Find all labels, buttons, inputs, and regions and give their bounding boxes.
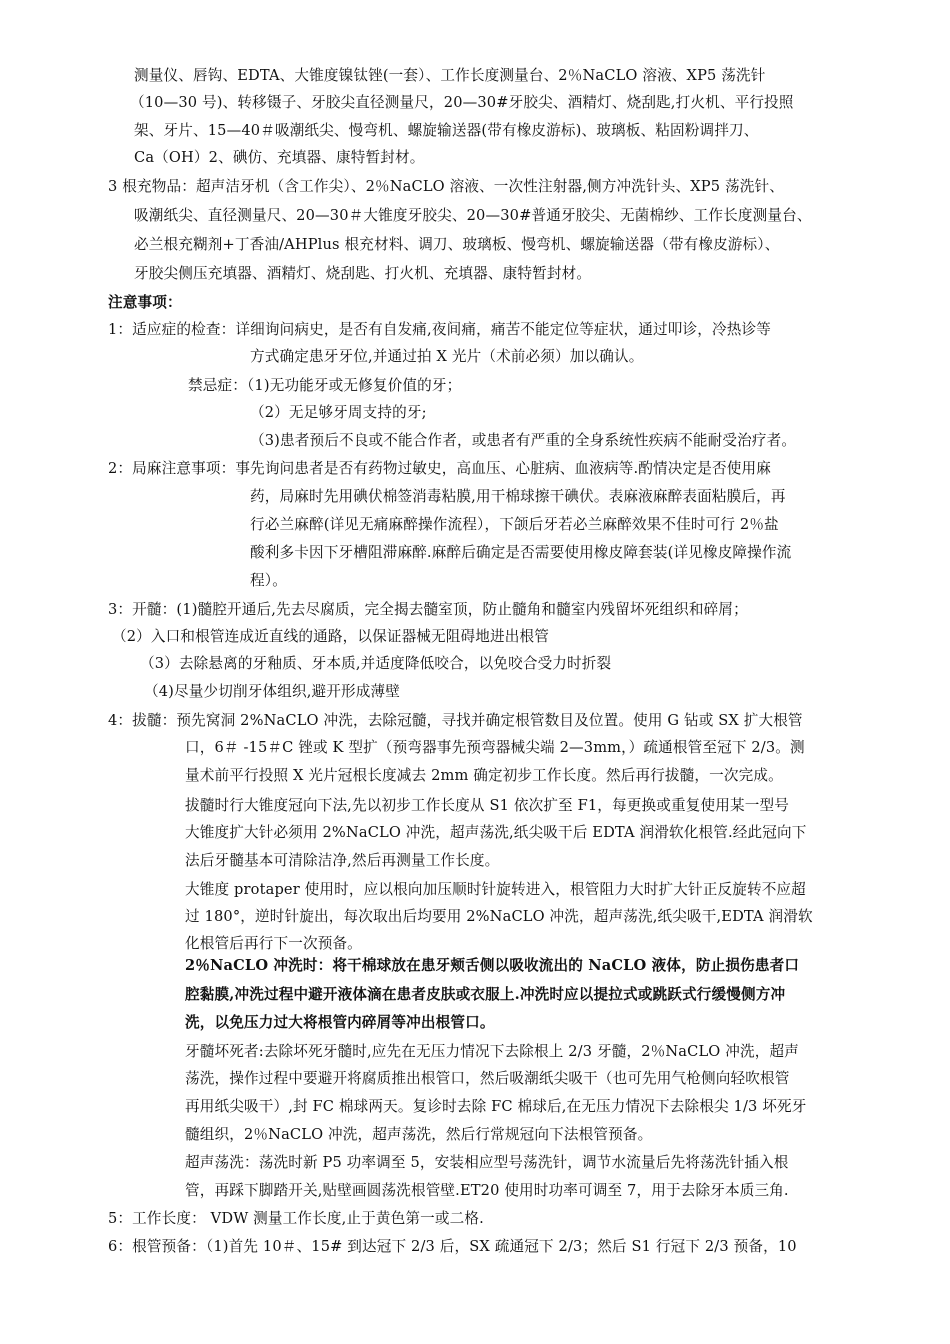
text-line: 荡洗，操作过程中要避开将腐质推出根管口，然后吸潮纸尖吸干（也可先用气枪侧向轻吹根管	[185, 1070, 790, 1087]
text-line: 1：适应症的检查：详细询问病史，是否有自发痛,夜间痛，痛苦不能定位等症状，通过叩诊，冷热诊等	[108, 321, 771, 338]
text-line: （3）去除悬离的牙釉质、牙本质,并适度降低咬合，以免咬合受力时折裂	[140, 655, 612, 672]
bold-line: 洗，以免压力过大将根管内碎屑等冲出根管口。	[185, 1014, 495, 1031]
text-line: 禁忌症：（1)无功能牙或无修复价值的牙；	[188, 377, 462, 394]
text-line: 大锥度 protaper 使用时，应以根向加压顺时针旋转进入，根管阻力大时扩大针正反旋转不应超	[185, 881, 806, 898]
text-line: 口，6＃ -15＃C 锉或 K 型扩（预弯器事先预弯器械尖端 2—3mm，）疏通根管至冠下 2/3。测	[185, 739, 805, 756]
text-line: 2：局麻注意事项：事先询问患者是否有药物过敏史，高血压、心脏病、血液病等.酌情决定是否使用麻	[108, 460, 771, 477]
text-line: 超声荡洗：荡洗时新 P5 功率调至 5，安装相应型号荡洗针，调节水流量后先将荡洗针插入根	[185, 1154, 789, 1171]
text-line: 拔髓时行大锥度冠向下法,先以初步工作长度从 S1 依次扩至 F1，每更换或重复使用某一型号	[185, 797, 789, 814]
text-line: 管，再踩下脚踏开关,贴壁画圆荡洗根管壁.ET20 使用时功率可调至 7，用于去除牙本质三角.	[185, 1182, 789, 1199]
text-line: （3)患者预后不良或不能合作者，或患者有严重的全身系统性疾病不能耐受治疗者。	[250, 432, 797, 449]
text-line: 过 180°，逆时针旋出，每次取出后均要用 2%NaCLO 冲洗，超声荡洗,纸尖吸干,EDTA 润滑软	[185, 908, 813, 925]
text-line: 法后牙髓基本可清除洁净,然后再测量工作长度。	[185, 852, 500, 869]
text-line: （2）入口和根管连成近直线的通路，以保证器械无阻碍地进出根管	[112, 628, 550, 645]
text-line: 测量仪、唇钩、EDTA、大锥度镍钛锉(一套）、工作长度测量台、2％NaCLO 溶液、XP5 荡洗针	[134, 67, 766, 84]
text-line: 4：拔髓：预先窝洞 2%NaCLO 冲洗，去除冠髓，寻找并确定根管数目及位置。使用 G 钻或 SX 扩大根管	[108, 712, 803, 729]
text-line: 5：工作长度： VDW 测量工作长度,止于黄色第一或二格.	[108, 1210, 484, 1227]
text-line: 牙胶尖侧压充填器、酒精灯、烧刮匙、打火机、充填器、康特暂封材。	[134, 265, 592, 282]
text-line: （10—30 号)、转移镊子、牙胶尖直径测量尺，20—30#牙胶尖、酒精灯、烧刮匙,打火机、平行投照	[130, 94, 794, 111]
text-line: （2）无足够牙周支持的牙;	[250, 404, 427, 421]
text-line: Ca（OH）2、碘仿、充填器、康特暂封材。	[134, 149, 425, 166]
text-line: 化根管后再行下一次预备。	[185, 935, 362, 952]
text-line: 牙髓坏死者:去除坏死牙髓时,应先在无压力情况下去除根上 2/3 牙髓，2％NaCLO 冲洗，超声	[185, 1043, 799, 1060]
text-line: 程）。	[250, 572, 287, 589]
text-line: 药，局麻时先用碘伏棉签消毒粘膜,用干棉球擦干碘伏。表麻液麻醉表面粘膜后，再	[250, 488, 786, 505]
bold-line: 2％NaCLO 冲洗时：将干棉球放在患牙颊舌侧以吸收流出的 NaCLO 液体，防止损伤患者口	[185, 957, 800, 974]
text-line: 酸利多卡因下牙槽阻滞麻醉.麻醉后确定是否需要使用橡皮障套装(详见橡皮障操作流	[250, 544, 792, 561]
text-line: 方式确定患牙牙位,并通过拍 X 光片（术前必须）加以确认。	[250, 348, 644, 365]
text-line: 6：根管预备：（1)首先 10＃、15# 到达冠下 2/3 后，SX 疏通冠下 2/3；然后 S1 行冠下 2/3 预备，10	[108, 1238, 797, 1255]
bold-line: 腔黏膜,冲洗过程中避开液体滴在患者皮肤或衣服上.冲洗时应以提拉式或跳跃式行缓慢侧方冲	[185, 986, 786, 1003]
text-line: 大锥度扩大针必须用 2%NaCLO 冲洗，超声荡洗,纸尖吸干后 EDTA 润滑软化根管.经此冠向下	[185, 824, 807, 841]
text-line: 3 根充物品：超声洁牙机（含工作尖）、2％NaCLO 溶液、一次性注射器,侧方冲洗针头、XP5 荡洗针、	[108, 178, 784, 195]
text-line: 行必兰麻醉(详见无痛麻醉操作流程），下颌后牙若必兰麻醉效果不佳时可行 2％盐	[250, 516, 779, 533]
text-line: 架、牙片、15—40＃吸潮纸尖、慢弯机、螺旋输送器(带有橡皮游标)、玻璃板、粘固粉调拌刀、	[134, 122, 759, 139]
text-line: 再用纸尖吸干）,封 FC 棉球两天。复诊时去除 FC 棉球后,在无压力情况下去除根尖 1/3 坏死牙	[185, 1098, 807, 1115]
text-line: 量术前平行投照 X 光片冠根长度减去 2mm 确定初步工作长度。然后再行拔髓，一次完成。	[185, 767, 783, 784]
section-heading: 注意事项：	[108, 294, 182, 311]
text-line: 吸潮纸尖、直径测量尺、20—30＃大锥度牙胶尖、20—30#普通牙胶尖、无菌棉纱、工作长度测量台、	[134, 207, 812, 224]
text-line: 髓组织，2％NaCLO 冲洗，超声荡洗，然后行常规冠向下法根管预备。	[185, 1126, 653, 1143]
text-line: 必兰根充糊剂+丁香油/AHPlus 根充材料、调刀、玻璃板、慢弯机、螺旋输送器（带有橡皮游标）、	[134, 236, 780, 253]
text-line: （4)尽量少切削牙体组织,避开形成薄壁	[144, 683, 400, 700]
text-line: 3：开髓：(1)髓腔开通后,先去尽腐质，完全揭去髓室顶，防止髓角和髓室内残留坏死组织和碎屑；	[108, 601, 748, 618]
